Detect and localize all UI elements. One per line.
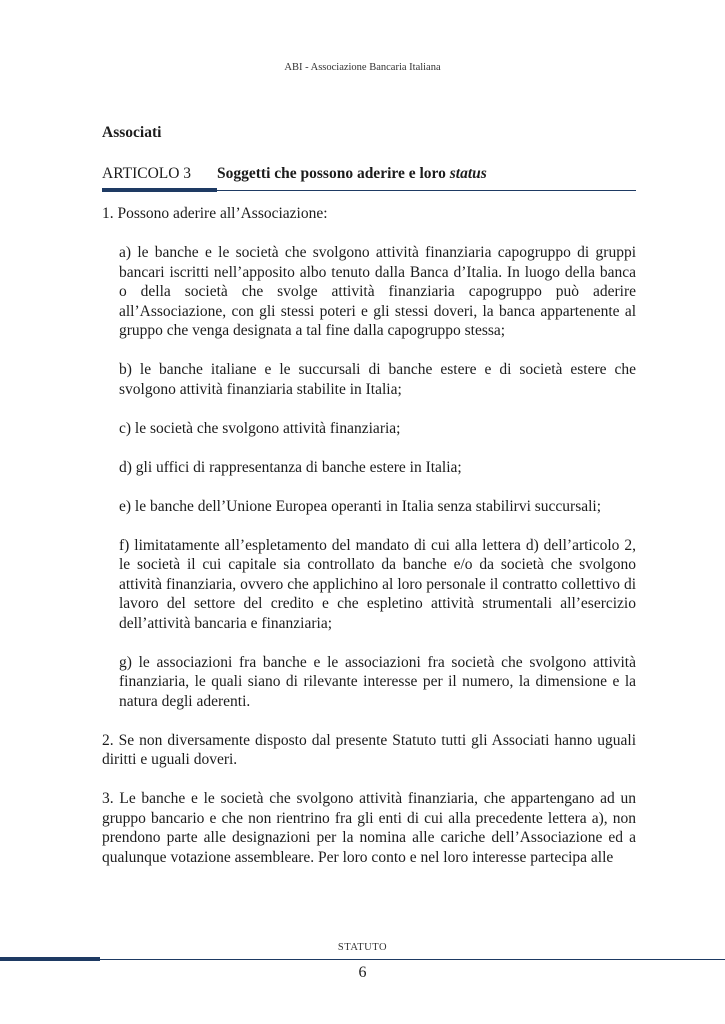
heading-rule-thin	[217, 190, 636, 191]
footer-rule-thick	[0, 957, 100, 961]
paragraph-1: 1. Possono aderire all’Associazione:	[102, 205, 328, 222]
running-header: ABI - Associazione Bancaria Italiana	[284, 62, 441, 73]
page-number: 6	[358, 964, 367, 981]
article-number: ARTICOLO 3	[102, 165, 192, 182]
paragraph-2: 2. Se non diversamente disposto dal presente Statuto tutti gli Associati hanno uguali diritti e uguali doveri.	[102, 731, 636, 768]
item-d: d) gli uffici di rappresentanza di banche estere in Italia;	[119, 458, 462, 476]
item-g: g) le associazioni fra banche e le associazioni fra società che svolgono attività finanziaria, le quali siano di rilevante interesse per il numero, la dimensione e la natura degli aderenti.	[119, 653, 636, 710]
article-heading	[102, 164, 636, 188]
footer-rule-thin	[100, 959, 725, 960]
article-title-italic: status	[449, 165, 487, 182]
item-f: f) limitatamente all’espletamento del mandato di cui alla lettera d) dell’articolo 2, le società il cui capitale sia controllato da banche e/o da società che svolgono attività finanziaria, ovvero che applichino al loro personale il contratto collettivo di lavoro del settore del credito e che espletino attività strumentali all’esercizio dell’attività bancaria e finanziaria;	[119, 536, 636, 632]
article-title	[217, 164, 487, 184]
paragraph-3: 3. Le banche e le società che svolgono attività finanziaria, che appartengano ad un gruppo bancario e che non rientrino fra gli enti di cui alla precedente lettera a), non prendono parte alle designazioni per la nomina alle cariche dell’Associazione ed a qualunque votazione assembleare. Per loro conto e nel loro interesse partecipa alle	[102, 790, 636, 866]
item-a: a) le banche e le società che svolgono attività finanziaria capogruppo di gruppi bancari iscritti nell’apposito albo tenuto dalla Banca d’Italia. In luogo della banca o della società che svolge attività finanziaria capogruppo può aderire all’Associazione, con gli stessi poteri e gli stessi doveri, la banca appartenente al gruppo che venga designata a tal fine dalla capogruppo stessa;	[119, 244, 636, 339]
section-title: Associati	[102, 124, 162, 141]
footer-label: STATUTO	[337, 942, 388, 953]
item-b: b) le banche italiane e le succursali di banche estere e di società estere che svolgono attività finanziaria stabilite in Italia;	[119, 361, 636, 398]
item-e: e) le banche dell’Unione Europea operanti in Italia senza stabilirvi succursali;	[119, 497, 602, 515]
article-title-main: Soggetti che possono aderire e loro	[217, 165, 450, 182]
heading-rule-thick	[102, 188, 217, 192]
document-body	[102, 124, 636, 867]
item-c: c) le società che svolgono attività finanziaria;	[119, 419, 401, 437]
